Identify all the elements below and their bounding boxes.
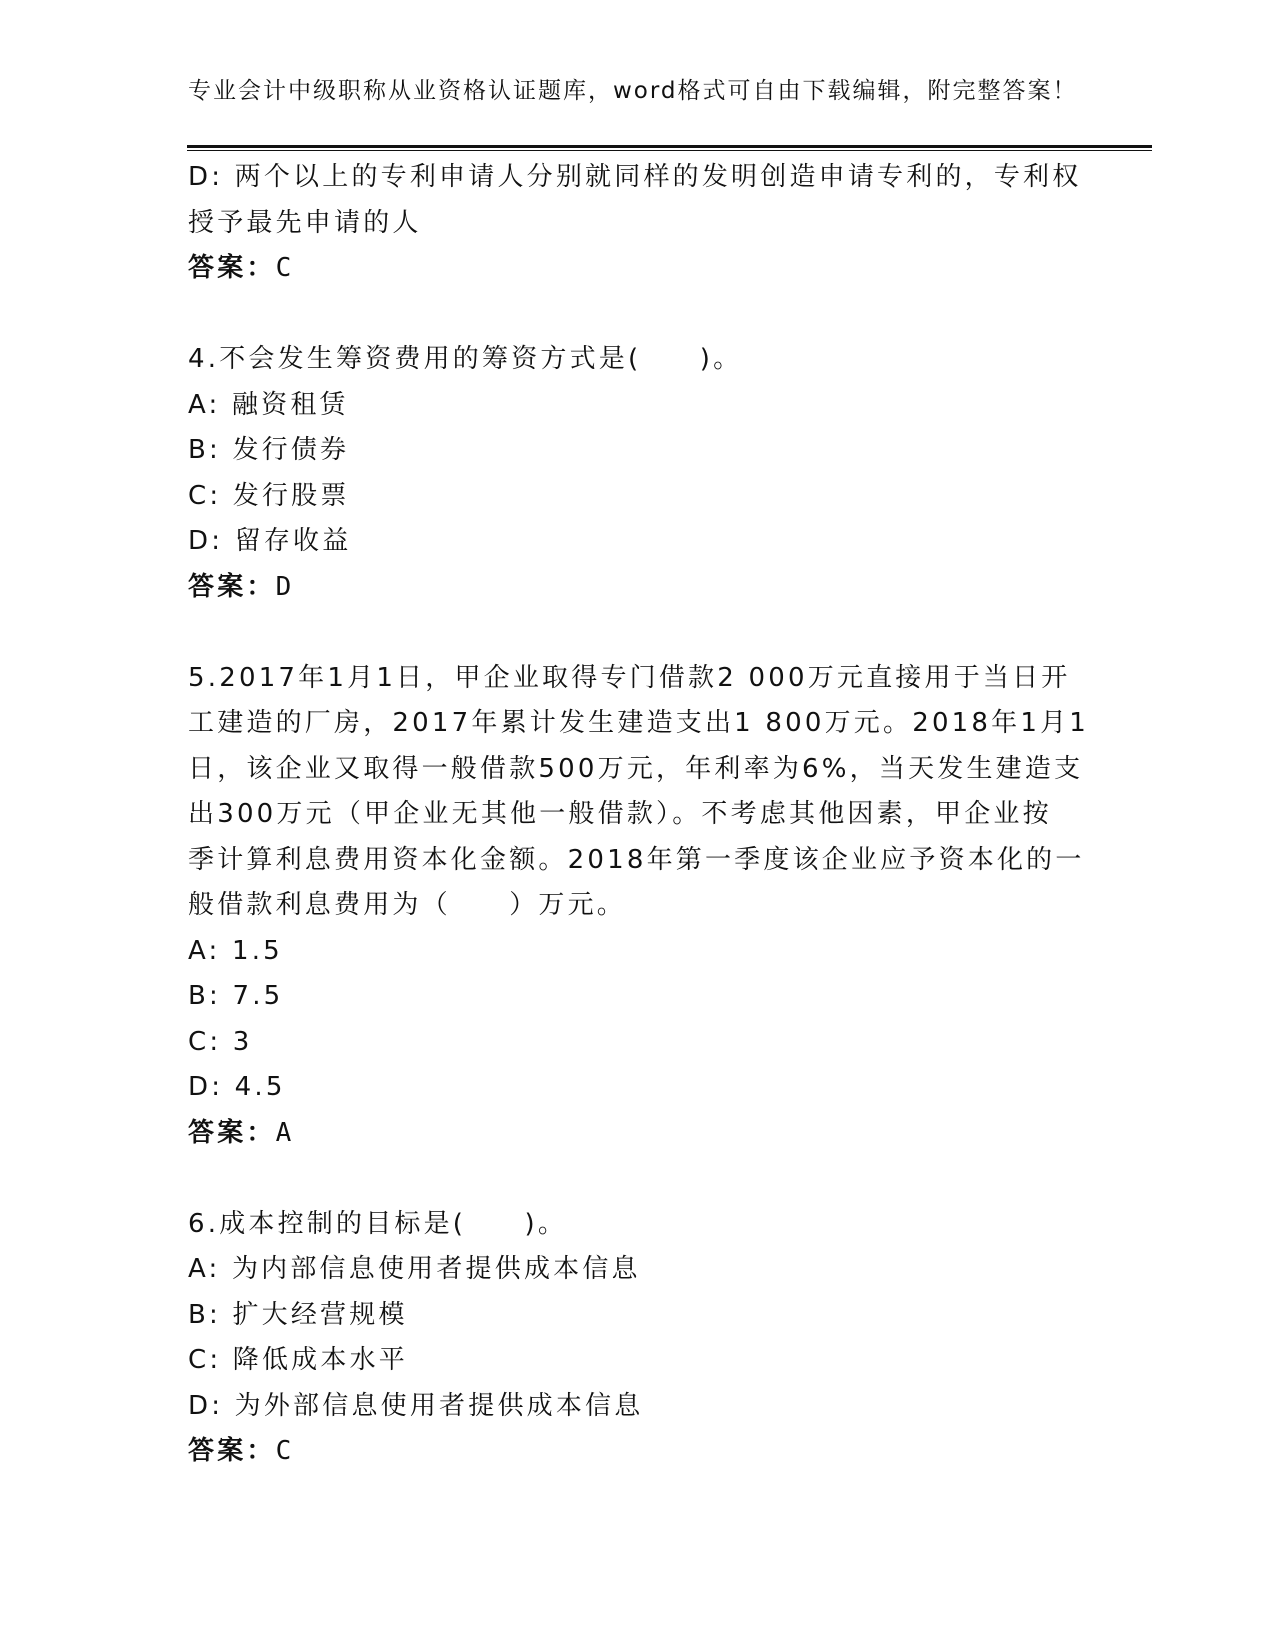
option-a: A: 1.5 <box>188 935 283 966</box>
question-5 <box>188 656 1090 1157</box>
option-c: C: 3 <box>188 1026 253 1057</box>
option-d: D: 留存收益 <box>188 526 352 556</box>
header-divider <box>187 145 1152 151</box>
question-stem-line: 季计算利息费用资本化金额。2018年第一季度该企业应予资本化的一 <box>188 844 1085 875</box>
option-a: A: 为内部信息使用者提供成本信息 <box>188 1254 641 1284</box>
question-stem-line: 般借款利息费用为（ ）万元。 <box>188 890 627 920</box>
question-stem-line: 工建造的厂房，2017年累计发生建造支出1 800万元。2018年1月1 <box>188 708 1090 738</box>
question-list <box>188 155 1090 1475</box>
answer-line <box>188 1429 1078 1475</box>
question-stem-line: 出300万元（甲企业无其他一般借款）。不考虑其他因素，甲企业按 <box>188 799 1052 829</box>
answer-line <box>188 565 1078 611</box>
answer-label: 答案： <box>188 571 276 602</box>
question-6 <box>188 1202 1078 1475</box>
question-stem: 4.不会发生筹资费用的筹资方式是( )。 <box>188 344 743 374</box>
question-stem-line: 日，该企业又取得一般借款500万元，年利率为6%，当天发生建造支 <box>188 753 1084 784</box>
page-header: 专业会计中级职称从业资格认证题库，word格式可自由下载编辑，附完整答案！ <box>188 78 1078 104</box>
answer-line <box>188 246 1078 292</box>
answer-label: 答案： <box>188 1117 276 1148</box>
option-c: C: 发行股票 <box>188 480 350 511</box>
option-b: B: 7.5 <box>188 981 284 1011</box>
question-3-tail <box>188 155 1082 292</box>
option-a: A: 融资租赁 <box>188 389 349 420</box>
option-d-line-1: D: 两个以上的专利申请人分别就同样的发明创造申请专利的，专利权 <box>188 162 1082 192</box>
option-d: D: 4.5 <box>188 1072 286 1102</box>
question-4 <box>188 337 1078 610</box>
answer-label: 答案： <box>188 1436 276 1466</box>
answer-line <box>188 1111 1078 1157</box>
answer-value: C <box>275 253 295 283</box>
answer-value: A <box>275 1117 295 1148</box>
option-d-line-2: 授予最先申请的人 <box>188 207 422 238</box>
option-b: B: 发行债券 <box>188 435 350 465</box>
answer-value: C <box>275 1436 295 1466</box>
question-stem: 6.成本控制的目标是( )。 <box>188 1208 568 1239</box>
option-d: D: 为外部信息使用者提供成本信息 <box>188 1390 644 1421</box>
answer-value: D <box>275 571 295 602</box>
option-c: C: 降低成本水平 <box>188 1345 408 1375</box>
answer-label: 答案： <box>188 253 276 283</box>
option-b: B: 扩大经营规模 <box>188 1299 408 1330</box>
question-stem-line: 5.2017年1月1日，甲企业取得专门借款2 000万元直接用于当日开 <box>188 662 1071 693</box>
